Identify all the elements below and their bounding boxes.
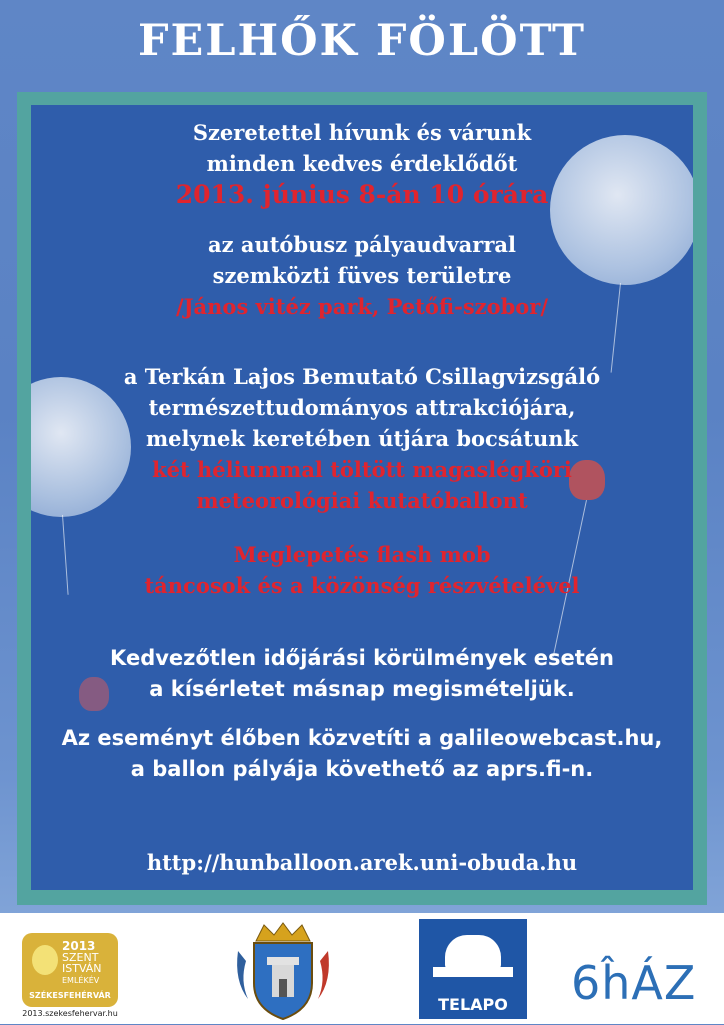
telapo-mark-base (433, 967, 513, 977)
attraction-highlight-2: meteorológiai kutatóballont (196, 488, 528, 513)
sponsor-footer (0, 913, 724, 1024)
weather-line-2: a kísérletet másnap megismételjük. (149, 677, 575, 701)
invitation-line-2: minden kedves érdeklődőt (206, 151, 518, 176)
surprise-block (31, 539, 693, 601)
szent-istvan-badge (22, 933, 118, 1007)
logo-city: SZÉKESFEHÉRVÁR (29, 991, 111, 1000)
surprise-line-1: Meglepetés flash mob (233, 542, 491, 567)
coin-icon (32, 945, 58, 975)
logo-line-2: ISTVÁN (62, 962, 102, 975)
location-block (31, 229, 693, 322)
telapo-mark-icon (445, 935, 501, 969)
telapo-logo (419, 919, 527, 1019)
attraction-highlight-1: két héliummal töltött magaslégköri (152, 457, 572, 482)
szent-istvan-logo (22, 933, 118, 1019)
logo-line-3: EMLÉKÉV (62, 976, 100, 985)
invitation-block (31, 117, 693, 210)
event-date: 2013. június 8-án 10 órára (175, 180, 549, 209)
website-block (31, 847, 693, 878)
poster-title: FELHŐK FÖLÖTT (137, 16, 587, 66)
invitation-line-1: Szeretettel hívunk és várunk (192, 120, 532, 145)
attraction-line-3: melynek keretében útjára bocsátunk (145, 426, 579, 451)
location-line-2: szemközti füves területre (212, 263, 512, 288)
attraction-block (31, 361, 693, 516)
attraction-line-2: természettudományos attrakciójára, (148, 395, 576, 420)
website-link[interactable]: http://hunballoon.arek.uni-obuda.hu (146, 850, 578, 875)
broadcast-block (31, 723, 693, 785)
weather-line-1: Kedvezőtlen időjárási körülmények esetén (110, 646, 614, 670)
location-place: /János vitéz park, Petőfi-szobor/ (175, 294, 549, 319)
logo-line-1: SZENT (62, 951, 99, 964)
hataz-logo: 6ĥÁZ (571, 956, 697, 1010)
surprise-line-2: táncosok és a közönség részvételével (144, 573, 580, 598)
broadcast-line-1: Az eseményt élőben közvetíti a galileowebcast.hu, (61, 726, 663, 750)
logo-year: 2013 (62, 939, 96, 953)
logo-url: 2013.szekesfehervar.hu (22, 1009, 118, 1018)
weather-block (31, 643, 693, 705)
location-line-1: az autóbusz pályaudvarral (208, 232, 516, 257)
broadcast-line-2: a ballon pályája követhető az aprs.fi-n. (130, 757, 594, 781)
coat-of-arms-icon (234, 921, 332, 1021)
szent-istvan-text (62, 941, 114, 986)
attraction-line-1: a Terkán Lajos Bemutató Csillagvizsgáló (123, 364, 601, 389)
telapo-label: TELAPO (438, 995, 508, 1014)
